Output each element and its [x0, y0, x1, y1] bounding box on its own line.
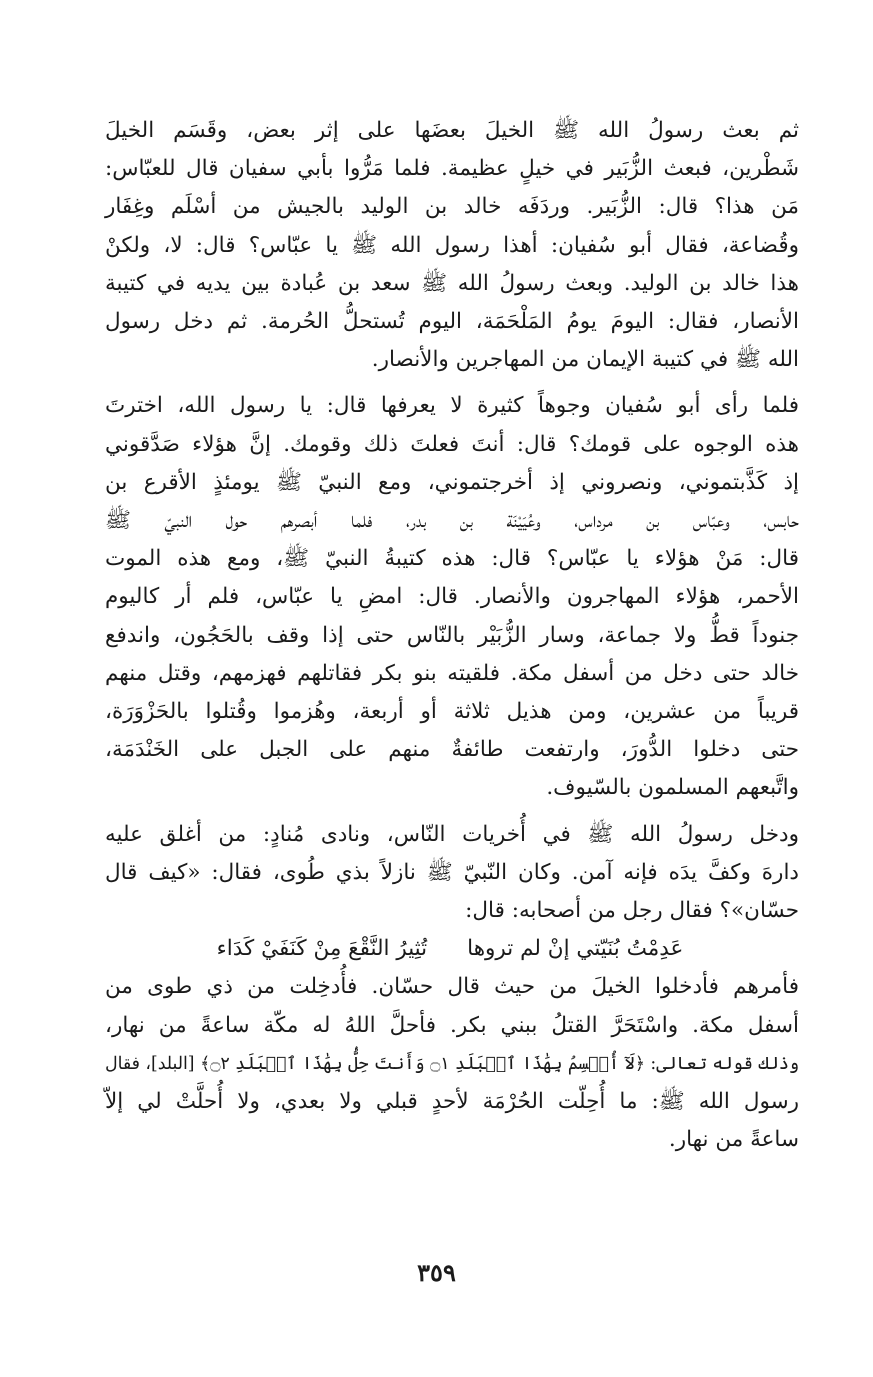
- text-line: وقُضاعة، فقال أبو سُفيان: أهذا رسول الله ﷺ يا عبّاس؟ قال: لا، ولكنْ: [105, 232, 799, 258]
- text-line: إذ كَذَّبتموني، ونصروني إذ أخرجتموني، ومع النبيّ ﷺ يومئذٍ الأقرع بن: [105, 469, 799, 495]
- text-line: ساعةً من نهار.: [668, 1127, 799, 1153]
- text-line: شَطْرين، فبعث الزُّبَير في خيلٍ عظيمة. فلما مَرُّوا بأبي سفيان قال للعبّاس:: [105, 156, 799, 182]
- text-line: هذه الوجوه على قومك؟ قال: أنتَ فعلتَ ذلك وقومك. إنَّ هؤلاء صَدَّقوني: [105, 431, 799, 457]
- paragraph-4: [105, 968, 835, 1159]
- text-line: ودخل رسولُ الله ﷺ في أُخريات النّاس، ونادى مُنادٍ: من أغلق عليه: [105, 821, 799, 847]
- paragraph-3: [105, 816, 835, 931]
- text-line: وذلك قوله تعالى: ﴿لَآ أُقۡسِمُ بِهَٰذَا ٱلۡبَلَدِ ۝١ وَأَنتَ حِلُّۢ بِهَٰذَا ٱلۡبَلَدِ ۝٢﴾ [البلد]، فقال: [105, 1053, 800, 1074]
- text-line: حتى دخلوا الدُّورَ، وارتفعت طائفةٌ منهم على الجبل على الخَنْدَمَة،: [105, 737, 799, 763]
- text-line: ثم بعث رسولُ الله ﷺ الخيلَ بعضَها على إثر بعض، وقَسَم الخيلَ: [105, 118, 799, 143]
- text-line: أسفل مكة. واسْتَحَرَّ القتلُ ببني بكر. فأحلَّ اللهُ له مكّة ساعةً من نهار،: [105, 1012, 799, 1038]
- text-line: هذا خالد بن الوليد. وبعث رسولُ الله ﷺ سعد بن عُبادة بين يديه في كتيبة: [105, 270, 799, 296]
- text-line: جنوداً قطُّ ولا جماعة، وسار الزُّبَيْر بالنّاس حتى إذا وقف بالحَجُون، واندفع: [105, 622, 799, 648]
- text-line: مَن هذا؟ قال: الزُّبَير. وردَفَه خالد بن الوليد بالجيش من أسْلَم وغِفَار: [105, 194, 799, 220]
- poem-first-hemistich: عَدِمْتُ بُنَيّتي إنْ لم تروها: [467, 936, 684, 962]
- text-line: خالد حتى دخل من أسفل مكة. فلقيته بنو بكر فقاتلهم فهزمهم، وقتل منهم: [105, 660, 799, 686]
- poem-verse: [105, 930, 835, 968]
- text-line: فلما رأى أبو سُفيان وجوهاً كثيرة لا يعرفها قال: يا رسول الله، اخترتَ: [105, 393, 799, 419]
- body-text: [105, 112, 835, 1159]
- text-line: واتَّبعهم المسلمون بالسّيوف.: [546, 775, 799, 801]
- text-line: دارهَ وكفَّ يدَه فإنه آمن. وكان النّبيّ ﷺ نازلاً بذي طُوى، فقال: «كيف قال: [105, 859, 799, 885]
- text-line: قريباً من عشرين، ومن هذيل ثلاثة أو أربعة، وهُزموا وقُتلوا بالحَزْوَرَة،: [105, 699, 799, 725]
- poem-second-hemistich: تُثِيرُ النَّقْعَ مِنْ كَنَفَيْ كَدَاء: [216, 936, 428, 962]
- paragraph-2: [105, 387, 835, 807]
- paragraph-1: [105, 112, 835, 379]
- text-line: رسول الله ﷺ: ما أُحِلّت الحُرْمَة لأحدٍ قبلي ولا بعدي، ولا أُحلَّتْ لي إلاّ: [105, 1089, 799, 1115]
- text-line: فأمرهم فأدخلوا الخيلَ من حيث قال حسّان. فأُدخِلت من ذي طوى من: [105, 974, 799, 1000]
- text-line: حسّان»؟ فقال رجل من أصحابه: قال:: [465, 898, 799, 924]
- text-line: الأحمر، هؤلاء المهاجرون والأنصار. قال: امضِ يا عبّاس، فلم أر كاليوم: [105, 584, 799, 610]
- text-line: قال: مَنْ هؤلاء يا عبّاس؟ قال: هذه كتيبةُ النبيّ ﷺ، ومع هذه الموت: [105, 546, 799, 572]
- paragraph-gap: [105, 808, 835, 816]
- paragraph-gap: [105, 379, 835, 387]
- text-line: حابس، وعبّاس بن مرداس، وعُيَيْنَة بن بدر، فلما أبصرهم حول النبيّ ﷺ: [105, 508, 799, 534]
- text-line: الأنصار، فقال: اليومَ يومُ المَلْحَمَة، اليوم تُستحلُّ الحُرمة. ثم دخل رسول: [105, 309, 799, 335]
- page-number: ٣٥٩: [417, 1258, 456, 1287]
- text-line: الله ﷺ في كتيبة الإيمان من المهاجرين والأنصار.: [371, 347, 799, 373]
